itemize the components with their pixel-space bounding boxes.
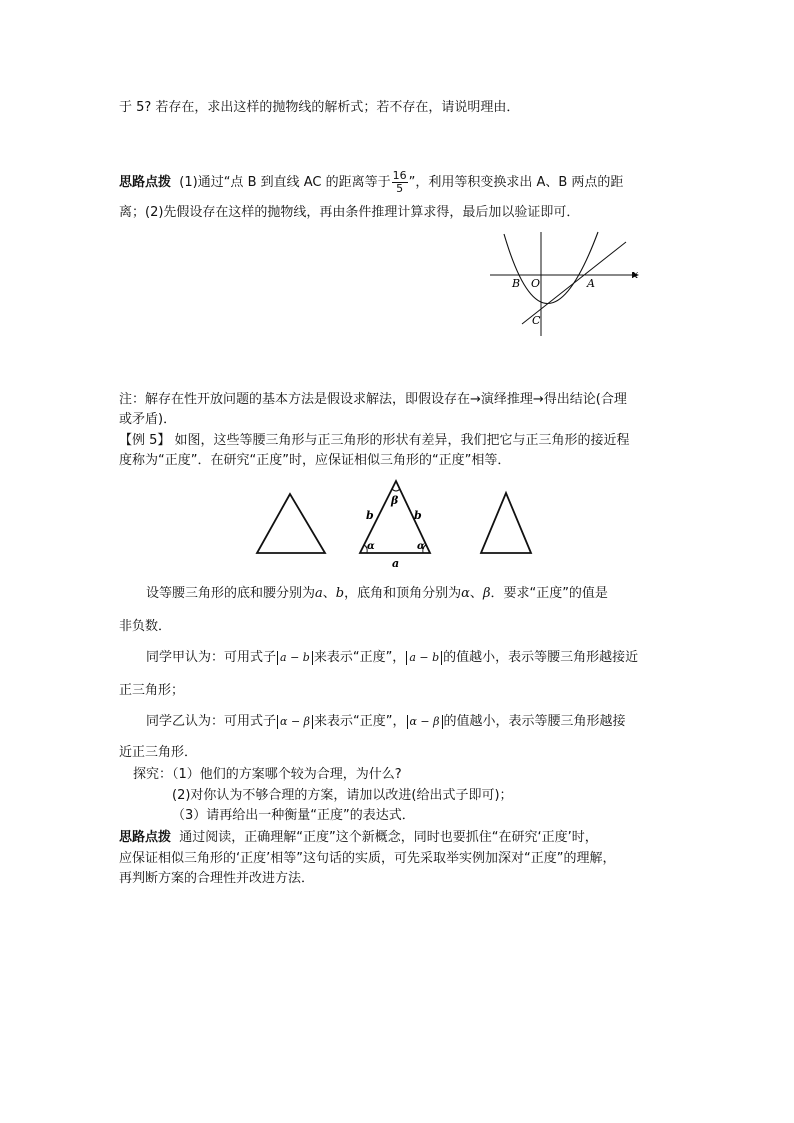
label-x: x: [632, 268, 639, 281]
label-o: O: [531, 277, 541, 290]
question-1: 探究：（1）他们的方案哪个较为合理，为什么?: [133, 767, 402, 782]
label-b-right: b: [414, 509, 422, 522]
question-continuation: 于 5? 若存在，求出这样的抛物线的解析式；若不存在，请说明理由．: [119, 100, 520, 115]
label-a: a: [392, 557, 400, 568]
text-segment: 、: [469, 586, 483, 601]
variable-beta: β: [482, 586, 491, 601]
abs-expression: α − β: [277, 715, 313, 729]
label-beta: β: [391, 494, 399, 507]
abs-expression: a − b: [277, 651, 313, 665]
text-line: [146, 648, 638, 668]
hint-text: (1)通过“点 B 到直线 AC 的距离等于: [179, 175, 391, 190]
text-segment: 同学甲认为：可用式子: [146, 650, 277, 665]
text-segment: 的值越小，表示等腰三角形越接近: [443, 650, 639, 665]
text-line: [119, 98, 519, 118]
note-text: 注：解存在性开放问题的基本方法是假设求解法，即假设存在→演绎推理→得出结论(合理: [119, 392, 627, 407]
text-line: [119, 617, 171, 637]
label-b: B: [512, 277, 521, 290]
abs-expression: α − β: [407, 715, 443, 729]
abs-expression: a − b: [406, 651, 442, 665]
text-segment: 近正三角形．: [119, 745, 198, 760]
text-line: [133, 765, 402, 785]
text-segment: 同学乙认为：可用式子: [146, 714, 277, 729]
text-line: [119, 849, 615, 869]
example-text: 【例 5】 如图，这些等腰三角形与正三角形的形状有差异，我们把它与正三角形的接近程: [119, 433, 630, 448]
text-segment: ，底角和顶角分别为: [344, 586, 462, 601]
hint-text: 再判断方案的合理性并改进方法．: [119, 871, 315, 886]
label-alpha-right: α: [417, 541, 425, 552]
label-b-left: b: [366, 509, 374, 522]
question-3: （3）请再给出一种衡量“正度”的表达式．: [172, 808, 415, 823]
text-line: [172, 806, 415, 826]
text-line: [119, 743, 197, 763]
label-a: A: [587, 277, 595, 290]
third-triangle: [481, 493, 531, 553]
variable-b: b: [335, 586, 345, 601]
example-text: 度称为“正度”．在研究“正度”时，应保证相似三角形的“正度”相等．: [119, 453, 511, 468]
hint-text: 应保证相似三角形的‘正度’相等”这句话的实质，可先采取举实例加深对“正度”的理解，: [119, 851, 616, 866]
text-line: [119, 203, 579, 223]
angle-arc-beta: [392, 489, 400, 491]
fraction-denominator: 5: [396, 182, 404, 195]
label-alpha-left: α: [367, 541, 375, 552]
question-2: (2)对你认为不够合理的方案，请加以改进(给出式子即可)；: [172, 788, 513, 803]
text-line: [119, 410, 176, 430]
parabola-graph: [486, 228, 646, 340]
fraction: [392, 170, 408, 195]
hint-line: [119, 828, 598, 848]
text-segment: 来表示“正度”，: [313, 650, 406, 665]
text-line: [146, 712, 626, 732]
hint-text: ”，利用等积变换求出 A、B 两点的距: [408, 175, 624, 190]
text-segment: ．要求“正度”的值是: [490, 586, 608, 601]
equilateral-triangle: [257, 494, 325, 553]
fraction-numerator: 16: [392, 169, 407, 182]
text-segment: 非负数．: [119, 619, 172, 634]
text-segment: 的值越小，表示等腰三角形越接: [443, 714, 626, 729]
note-text: 或矛盾)．: [119, 412, 177, 427]
parabola-curve: [504, 232, 598, 304]
label-c: C: [532, 314, 541, 327]
text-segment: 设等腰三角形的底和腰分别为: [146, 586, 316, 601]
hint-label: 思路点拨: [119, 830, 172, 845]
text-line: [119, 451, 510, 471]
variable-alpha: α: [461, 586, 470, 601]
hint-line: [119, 170, 623, 195]
text-line: [172, 786, 513, 806]
hint-text: 通过阅读，正确理解“正度”这个新概念，同时也要抓住“在研究‘正度’时，: [179, 830, 598, 845]
hint-label: 思路点拨: [119, 175, 172, 190]
triangles-figure: [250, 476, 540, 568]
hint-text: 离；(2)先假设存在这样的抛物线，再由条件推理计算求得，最后加以验证即可．: [119, 205, 580, 220]
text-line: [119, 681, 184, 701]
text-line: [146, 584, 608, 604]
text-segment: 正三角形；: [119, 683, 185, 698]
text-line: [119, 431, 630, 451]
text-segment: 来表示“正度”，: [314, 714, 406, 729]
text-line: [119, 390, 627, 410]
text-line: [119, 869, 314, 889]
variable-a: a: [315, 586, 323, 601]
text-segment: 、: [322, 586, 336, 601]
